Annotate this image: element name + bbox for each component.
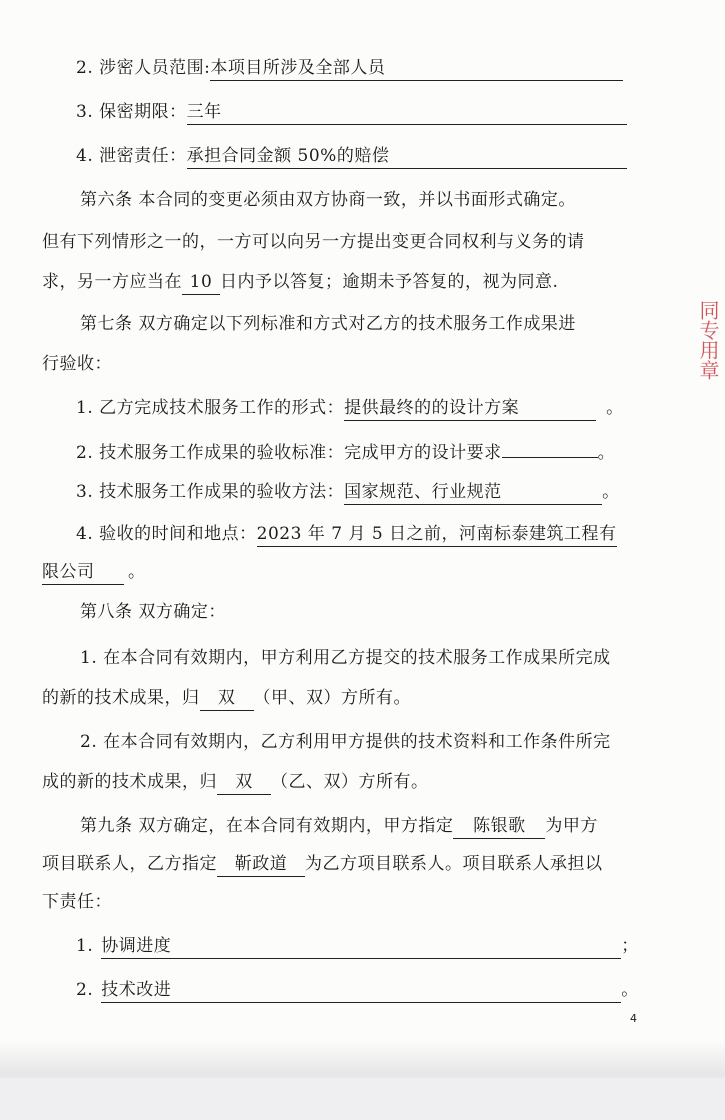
item-value: 承担合同金额 50%的赔偿 [187,145,627,169]
item-label: 2. 技术服务工作成果的验收标准： [76,443,345,463]
item-secret-scope [76,57,623,81]
article6-line3 [42,271,558,295]
article8-p2-pre: 成的新的技术成果，归 [42,772,217,792]
item-label: 1. [76,936,94,956]
period: 。 [597,443,616,463]
item-value: 国家规范、行业规范 [344,481,602,505]
article7-line1: 第七条 双方确定以下列标准和方式对乙方的技术服务工作成果进 [80,314,576,334]
ownership-value: 双 [200,687,254,711]
article9-line1-post: 为甲方 [545,816,598,836]
item-label: 2. 涉密人员范围: [76,58,211,78]
article8-p2-line2 [42,771,429,795]
article7-item2 [76,439,615,464]
article6-line3-pre: 求，另一方应当在 [42,272,182,292]
article9-line3: 下责任： [42,892,112,912]
article6-line1: 第六条 本合同的变更必须由双方协商一致，并以书面形式确定。 [80,190,576,210]
article8-heading: 第八条 双方确定： [80,602,226,622]
ownership-value: 双 [217,771,271,795]
item-value: 2023 年 7 月 5 日之前，河南标泰建筑工程有 [257,523,617,547]
period: 。 [128,562,146,582]
item-value: 技术改进 [101,979,621,1003]
article7-item4 [76,523,617,547]
article7-item1 [76,397,624,421]
end-mark: ； [621,936,639,956]
item-label: 3. 保密期限： [76,102,187,122]
duty-item-2 [76,979,639,1003]
item-label: 1. 乙方完成技术服务工作的形式： [76,398,345,418]
article9-line2-post: 为乙方项目联系人。项目联系人承担以 [305,854,603,874]
blank-line [502,439,598,458]
item-secret-period [76,101,627,125]
item-label: 4. 泄密责任： [76,146,187,166]
viewer-background [0,1078,725,1120]
seal-stamp-fragment: 同专用章 [696,300,720,380]
period: 。 [606,398,624,418]
article8-p2-line1: 2. 在本合同有效期内，乙方利用甲方提供的技术资料和工作条件所完 [80,732,611,752]
item-value: 三年 [187,101,627,125]
page-shadow [0,1040,725,1075]
article9-line1-pre: 第九条 双方确定，在本合同有效期内，甲方指定 [80,816,454,836]
article8-p1-post: （甲、双）方所有。 [253,688,411,708]
article9-line2 [42,853,603,877]
item-value: 完成甲方的设计要求 [344,443,502,463]
article6-line2: 但有下列情形之一的，一方可以向另一方提出变更合同权利与义务的请 [42,232,585,252]
reply-days-value: 10 [182,271,220,295]
end-mark: 。 [621,980,639,1000]
item-label: 2. [76,980,94,1000]
item-value-cont: 限公司 [42,561,124,585]
article8-p2-post: （乙、双）方所有。 [271,772,429,792]
article9-line2-pre: 项目联系人，乙方指定 [42,854,217,874]
party-a-contact: 陈银歌 [453,815,545,839]
item-value: 本项目所涉及全部人员 [210,57,623,81]
article8-p1-pre: 的新的技术成果，归 [42,688,200,708]
article7-item4-cont [42,561,146,585]
article7-item3 [76,481,620,505]
article9-line1 [80,815,598,839]
party-b-contact: 靳政道 [217,853,305,877]
item-value: 提供最终的的设计方案 [344,397,596,421]
page-number: 4 [630,1012,637,1025]
item-leak-liability [76,145,627,169]
item-value: 协调进度 [101,935,621,959]
article8-p1-line2 [42,687,411,711]
article6-line3-post: 日内予以答复；逾期未予答复的，视为同意. [220,272,559,292]
duty-item-1 [76,935,639,959]
article8-p1-line1: 1. 在本合同有效期内，甲方利用乙方提交的技术服务工作成果所完成 [80,648,611,668]
article7-line2: 行验收： [42,354,112,374]
item-label: 3. 技术服务工作成果的验收方法： [76,482,345,502]
item-label: 4. 验收的时间和地点： [76,524,257,544]
period: 。 [602,482,620,502]
